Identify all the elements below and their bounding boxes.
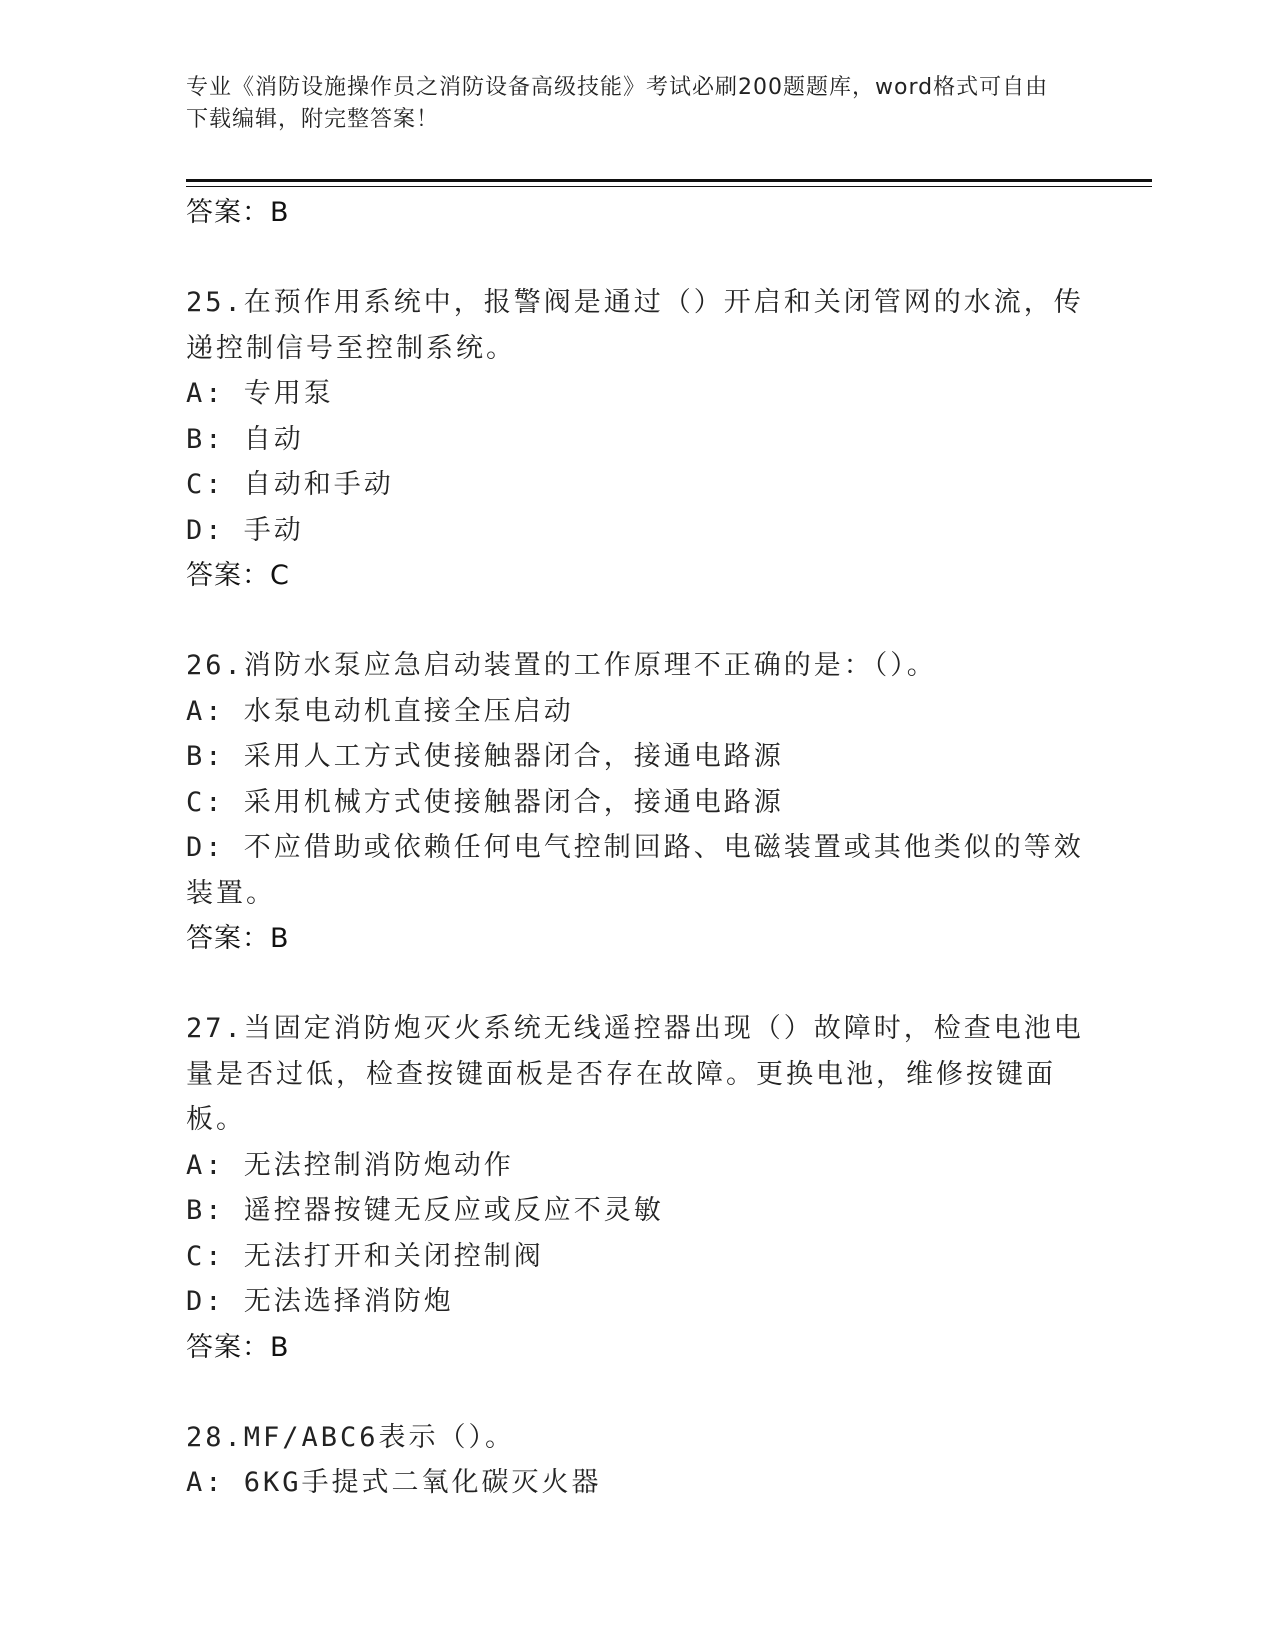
question-text: 26.消防水泵应急启动装置的工作原理不正确的是：（）。 bbox=[186, 650, 937, 681]
option-d: D: 无法选择消防炮 bbox=[186, 1286, 454, 1317]
answer: 答案：C bbox=[186, 560, 290, 591]
option-a: A: 水泵电动机直接全压启动 bbox=[186, 695, 574, 727]
question-text: 28.MF/ABC6表示（）。 bbox=[186, 1421, 516, 1453]
question-26 bbox=[186, 643, 1086, 961]
previous-answer: 答案：B bbox=[186, 197, 290, 228]
header-rule-thin bbox=[186, 186, 1152, 187]
option-b: B: 自动 bbox=[186, 423, 304, 455]
document-header: 专业《消防设施操作员之消防设备高级技能》考试必刷200题题库，word格式可自由下载编辑，附完整答案！ bbox=[186, 75, 1049, 132]
header-rule-thick bbox=[186, 179, 1152, 182]
option-a: A: 无法控制消防炮动作 bbox=[186, 1149, 514, 1181]
option-b: B: 采用人工方式使接触器闭合，接通电路源 bbox=[186, 741, 784, 772]
question-text: 25.在预作用系统中，报警阀是通过（）开启和关闭管网的水流，传递控制信号至控制系统。 bbox=[186, 287, 1084, 364]
option-c: C: 自动和手动 bbox=[186, 469, 394, 500]
option-b: B: 遥控器按键无反应或反应不灵敏 bbox=[186, 1195, 664, 1226]
option-a: A: 6KG手提式二氧化碳灭火器 bbox=[186, 1467, 602, 1498]
answer: 答案：B bbox=[186, 923, 290, 954]
option-c: C: 采用机械方式使接触器闭合，接通电路源 bbox=[186, 786, 784, 818]
document-body bbox=[186, 190, 1086, 1506]
question-25 bbox=[186, 280, 1086, 598]
question-28 bbox=[186, 1415, 1086, 1506]
answer: 答案：B bbox=[186, 1331, 290, 1363]
question-27 bbox=[186, 1006, 1086, 1370]
option-d: D: 手动 bbox=[186, 514, 304, 546]
option-a: A: 专用泵 bbox=[186, 378, 334, 409]
question-text: 27.当固定消防炮灭火系统无线遥控器出现（）故障时，检查电池电量是否过低，检查按键面板是否存在故障。更换电池，维修按键面板。 bbox=[186, 1013, 1084, 1135]
option-c: C: 无法打开和关闭控制阀 bbox=[186, 1240, 544, 1272]
option-d: D: 不应借助或依赖任何电气控制回路、电磁装置或其他类似的等效装置。 bbox=[186, 832, 1084, 909]
